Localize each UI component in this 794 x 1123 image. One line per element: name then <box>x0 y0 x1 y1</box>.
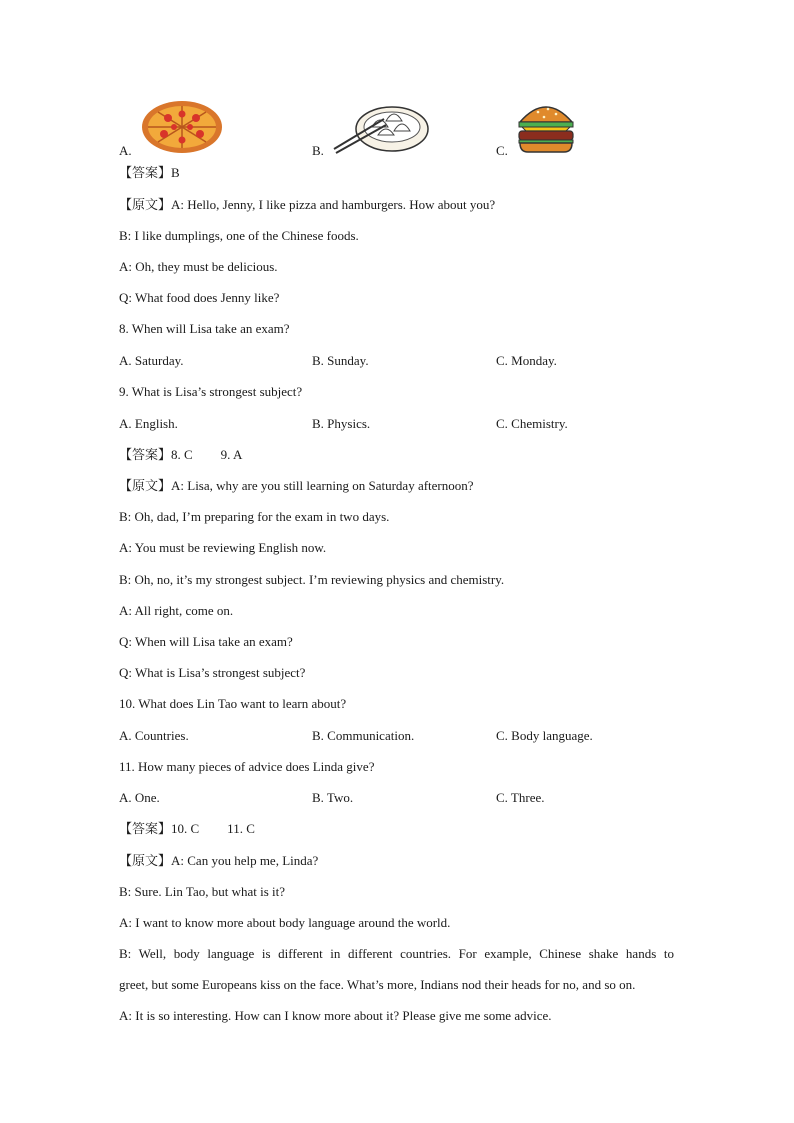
q9-option-c: C. Chemistry. <box>496 416 568 431</box>
q10-option-b: B. Communication. <box>312 728 415 743</box>
answer-q7: 【答案】B <box>119 165 180 180</box>
q8-option-b: B. Sunday. <box>312 353 369 368</box>
transcript-line: 【原文】A: Can you help me, Linda? <box>119 853 319 868</box>
answer-q10: 【答案】10. C <box>119 821 200 836</box>
transcript-line: 【原文】A: Hello, Jenny, I like pizza and hamburgers. How about you? <box>119 197 496 212</box>
dumplings-icon <box>332 97 430 155</box>
pizza-icon <box>140 98 224 154</box>
q9-option-b: B. Physics. <box>312 416 371 431</box>
transcript-line: Q: What is Lisa’s strongest subject? <box>119 665 306 680</box>
transcript-line: 【原文】A: Lisa, why are you still learning on Saturday afternoon? <box>119 478 474 493</box>
answer-q10-11 <box>119 821 255 837</box>
transcript-line: A: You must be reviewing English now. <box>119 540 327 555</box>
transcript-line: Q: What food does Jenny like? <box>119 290 280 305</box>
question-8: 8. When will Lisa take an exam? <box>119 321 290 336</box>
transcript-line: A: It is so interesting. How can I know more about it? Please give me some advice. <box>119 1008 552 1023</box>
transcript-line: B: Oh, no, it’s my strongest subject. I’m reviewing physics and chemistry. <box>119 572 505 587</box>
q9-option-a: A. English. <box>119 416 178 431</box>
option-a-letter: A. <box>119 143 132 158</box>
transcript-line: B: I like dumplings, one of the Chinese foods. <box>119 228 359 243</box>
q8-option-a: A. Saturday. <box>119 353 184 368</box>
transcript-line: Q: When will Lisa take an exam? <box>119 634 293 649</box>
question-9: 9. What is Lisa’s strongest subject? <box>119 384 303 399</box>
answer-q11: 11. C <box>227 821 255 836</box>
transcript-line: greet, but some Europeans kiss on the face. What’s more, Indians nod their heads for no, and so on. <box>119 977 636 992</box>
q11-option-a: A. One. <box>119 790 160 805</box>
hamburger-icon <box>516 98 576 154</box>
answer-q8-9 <box>119 447 242 463</box>
question-10: 10. What does Lin Tao want to learn about? <box>119 696 347 711</box>
q10-option-c: C. Body language. <box>496 728 593 743</box>
transcript-line: B: Well, body language is different in different countries. For example, Chinese shake hands to <box>119 946 674 961</box>
question-11: 11. How many pieces of advice does Linda give? <box>119 759 375 774</box>
transcript-line: A: I want to know more about body language around the world. <box>119 915 451 930</box>
transcript-line: B: Oh, dad, I’m preparing for the exam in two days. <box>119 509 390 524</box>
option-b-letter: B. <box>312 143 324 158</box>
transcript-line: B: Sure. Lin Tao, but what is it? <box>119 884 286 899</box>
q10-option-a: A. Countries. <box>119 728 189 743</box>
answer-q9: 9. A <box>220 447 243 462</box>
transcript-line: A: All right, come on. <box>119 603 234 618</box>
transcript-line: A: Oh, they must be delicious. <box>119 259 278 274</box>
q11-option-b: B. Two. <box>312 790 354 805</box>
q8-option-c: C. Monday. <box>496 353 557 368</box>
option-c-letter: C. <box>496 143 508 158</box>
q11-option-c: C. Three. <box>496 790 545 805</box>
answer-q8: 【答案】8. C <box>119 447 193 462</box>
